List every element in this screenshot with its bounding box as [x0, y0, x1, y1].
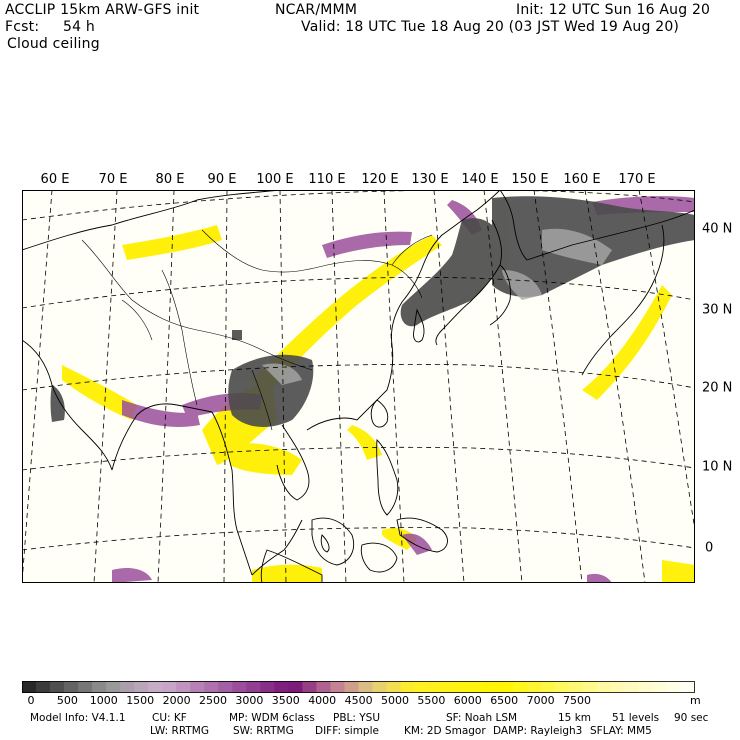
colorbar-segment [92, 681, 107, 693]
colorbar-tick-label: 1000 [89, 694, 118, 707]
valid-time: Valid: 18 UTC Tue 18 Aug 20 (03 JST Wed 19 Aug 20) [301, 19, 680, 35]
colorbar-segment [36, 681, 51, 693]
colorbar-tick-label: 0 [27, 694, 35, 707]
colorbar-segment [134, 681, 149, 693]
colorbar-segment [204, 681, 219, 693]
colorbar-tick-label: 3500 [271, 694, 300, 707]
colorbar-segment [246, 681, 261, 693]
colorbar-tick-label: 500 [56, 694, 78, 707]
colorbar-segment [106, 681, 121, 693]
colorbar-segment [541, 681, 556, 693]
colorbar-segment [653, 681, 668, 693]
colorbar-segment [302, 681, 317, 693]
colorbar-segment [611, 681, 626, 693]
colorbar-segment [373, 681, 388, 693]
lat-label-30: 30 N [702, 302, 733, 318]
footer-damp: DAMP: Rayleigh3 [493, 725, 583, 737]
colorbar-segment [176, 681, 191, 693]
colorbar-tick-label: 2500 [199, 694, 227, 707]
colorbar-segment [387, 681, 402, 693]
colorbar-segment [232, 681, 247, 693]
lon-label-140: 140 E [461, 172, 499, 187]
footer-resolution: 15 km [558, 712, 592, 724]
forecast-label: Fcst: [5, 19, 40, 35]
forecast-hour: 54 h [63, 19, 95, 35]
colorbar-tick-label: 6000 [453, 694, 482, 707]
colorbar-segment [330, 681, 345, 693]
footer-km: KM: 2D Smagor [404, 725, 486, 737]
footer-pbl: PBL: YSU [333, 712, 381, 724]
cloud-ceiling-map [22, 190, 695, 583]
colorbar-segment [22, 681, 37, 693]
colorbar-segment [359, 681, 374, 693]
model-title: ACCLIP 15km ARW-GFS init [5, 2, 200, 18]
colorbar-segment [569, 681, 584, 693]
center-label: NCAR/MMM [275, 2, 358, 18]
colorbar-tick-label: 7000 [526, 694, 555, 707]
lon-label-120: 120 E [361, 172, 399, 187]
lon-label-130: 130 E [411, 172, 449, 187]
footer-model-info: Model Info: V4.1.1 [30, 712, 126, 724]
footer-timestep: 90 sec [674, 712, 709, 724]
footer-cu: CU: KF [152, 712, 187, 724]
colorbar-tick-label: 7500 [563, 694, 591, 707]
footer-diff: DIFF: simple [315, 725, 379, 737]
lon-label-100: 100 E [256, 172, 294, 187]
colorbar-segment [555, 681, 570, 693]
colorbar-segment [120, 681, 135, 693]
lat-label-20: 20 N [702, 380, 733, 396]
colorbar-segment [681, 681, 695, 693]
colorbar-segment [513, 681, 528, 693]
init-time: Init: 12 UTC Sun 16 Aug 20 [516, 2, 711, 18]
lat-label-10: 10 N [702, 459, 733, 475]
colorbar-tick-label: 4000 [308, 694, 337, 707]
footer-lw: LW: RRTMG [150, 725, 209, 737]
colorbar-segment [667, 681, 682, 693]
colorbar-tick-label: 2000 [162, 694, 191, 707]
footer-sw: SW: RRTMG [233, 725, 294, 737]
colorbar-tick-label: 1500 [126, 694, 155, 707]
colorbar-segment [190, 681, 205, 693]
lat-label-40: 40 N [702, 221, 733, 237]
lon-label-60: 60 E [40, 172, 70, 187]
lon-label-80: 80 E [155, 172, 185, 187]
colorbar-segment [316, 681, 331, 693]
lon-label-70: 70 E [98, 172, 128, 187]
colorbar-tick-label: 3000 [235, 694, 264, 707]
colorbar-segment [429, 681, 444, 693]
colorbar-segment [625, 681, 640, 693]
colorbar-segment [415, 681, 430, 693]
footer-sf: SF: Noah LSM [446, 712, 518, 724]
colorbar-unit: m [690, 694, 701, 707]
colorbar-segment [401, 681, 416, 693]
colorbar-segment [527, 681, 542, 693]
lon-label-170: 170 E [618, 172, 656, 187]
colorbar [22, 681, 695, 693]
colorbar-tick-label: 6500 [490, 694, 519, 707]
colorbar-segment [471, 681, 486, 693]
colorbar-segment [457, 681, 472, 693]
footer-levels: 51 levels [612, 712, 660, 724]
colorbar-segment [50, 681, 65, 693]
colorbar-segment [443, 681, 458, 693]
colorbar-segment [499, 681, 514, 693]
lat-label-0: 0 [705, 540, 714, 556]
lon-label-160: 160 E [563, 172, 601, 187]
colorbar-tick-label: 5000 [381, 694, 409, 707]
colorbar-segment [148, 681, 163, 693]
colorbar-segment [288, 681, 303, 693]
colorbar-segment [64, 681, 79, 693]
lon-label-110: 110 E [308, 172, 346, 187]
lon-label-90: 90 E [207, 172, 237, 187]
colorbar-segment [583, 681, 598, 693]
lon-label-150: 150 E [511, 172, 549, 187]
colorbar-segment [260, 681, 275, 693]
colorbar-segment [344, 681, 359, 693]
colorbar-segment [639, 681, 654, 693]
colorbar-segment [218, 681, 233, 693]
colorbar-tick-label: 5500 [417, 694, 446, 707]
colorbar-segment [274, 681, 289, 693]
field-name: Cloud ceiling [7, 36, 100, 52]
colorbar-segment [485, 681, 500, 693]
colorbar-tick-label: 4500 [344, 694, 373, 707]
footer-sflay: SFLAY: MM5 [590, 725, 652, 737]
colorbar-segment [162, 681, 177, 693]
colorbar-segment [78, 681, 93, 693]
footer-mp: MP: WDM 6class [229, 712, 315, 724]
colorbar-segment [597, 681, 612, 693]
